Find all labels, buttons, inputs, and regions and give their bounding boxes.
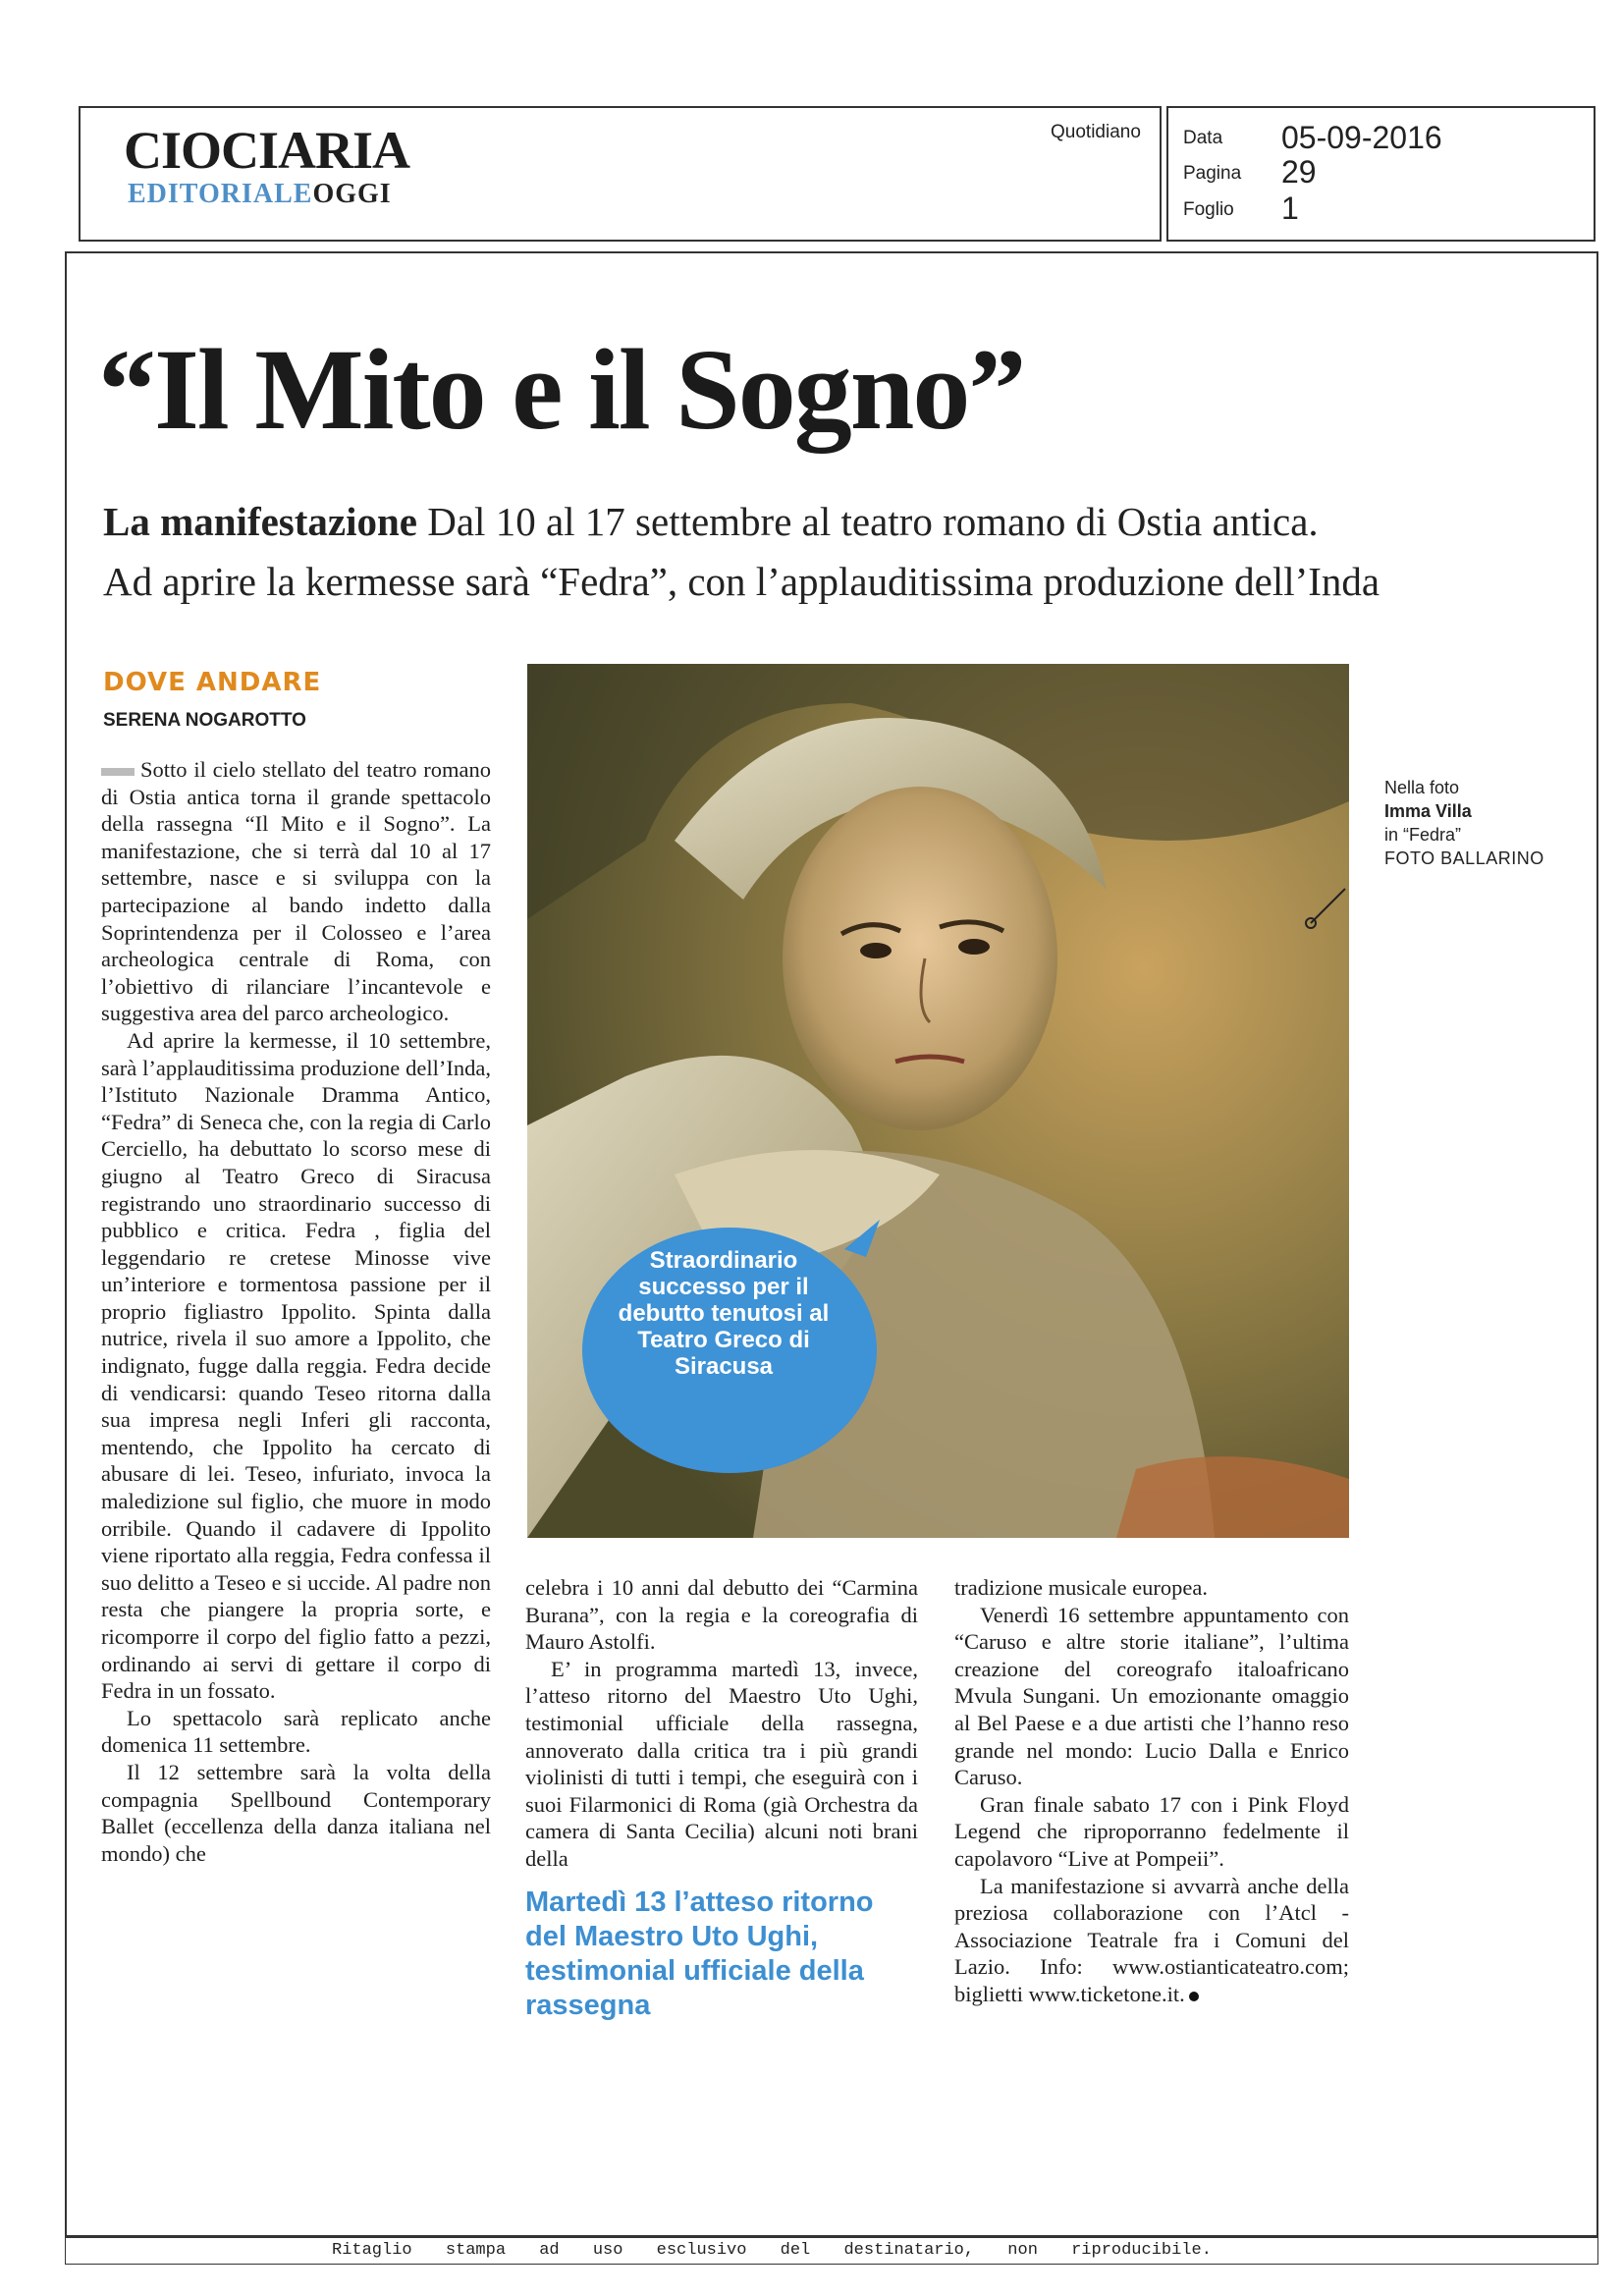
pullquote: Martedì 13 l’atteso ritorno del Maestro Uto Ughi, testimonial ufficiale della rassegna [525,1886,874,2021]
callout-tail-icon [844,1220,884,1259]
caption-line-1: Nella foto [1384,778,1460,797]
col3-paragraph-3: Gran finale sabato 17 con i Pink Floyd Legend che riproporranno fedelmente il capolavoro “Live at Pompeii”. [954,1791,1349,1871]
photo-caption [1384,776,1581,870]
col2-paragraph-1: celebra i 10 anni dal debutto dei “Carmina Burana”, con la regia e la coreografia di Mauro Astolfi. [525,1575,918,1655]
masthead-subtitle [128,181,392,208]
article-subhead-2: Ad aprire la kermesse sarà “Fedra”, con l’applauditissima produzione dell’Inda [103,559,1380,604]
data-label: Data [1183,128,1223,148]
masthead-editoriale: EDITORIALE [128,179,313,209]
col3-paragraph-1: tradizione musicale europea. [954,1575,1209,1600]
caption-pointer-icon [1301,884,1350,933]
caption-line-2: Imma Villa [1384,801,1472,821]
col2-paragraph-2: E’ in programma martedì 13, invece, l’atteso ritorno del Maestro Uto Ughi, testimonial ufficiale della rassegna, annoverato dalla critica tra i più grandi violinisti di tutti i tempi, che eseguirà con i suoi Filarmonici di Roma (già Orchestra da camera di Santa Cecilia) alcuni noti brani della [525,1656,918,1871]
article-subhead [103,496,1319,547]
article-headline: “Il Mito e il Sogno” [98,325,1025,454]
col1-paragraph-2: Ad aprire la kermesse, il 10 settembre, sarà l’applauditissima produzione dell’Inda, l’Istituto Nazionale Dramma Antico, “Fedra” di Seneca che, con la regia di Carlo Cerciello, ha debuttato lo scorso mese di giugno al Teatro Greco di Siracusa registrando uno straordinario successo di pubblico e critica. Fedra , figlia del leggendario re cretese Minosse vive un’interiore e tormentosa passione per il proprio figliastro Ippolito. Spinta dalla nutrice, rivela il suo amore a Ippolito, che indignato, fugge dalla reggia. Fedra decide di vendicarsi: quando Teseo ritorna dalla sua impresa negli Inferi gli racconta, mentendo, che Ippolito ha cercato di abusare di lei. Teseo, infuriato, invoca la maledizione sul figlio, che muore in modo orribile. Quando il cadavere di Ippolito viene riportato alla reggia, Fedra confessa il suo delitto a Teseo e si uccide. Al padre non resta che piangere la propria sorte, e ricomporre il corpo del figlio fatto a pezzi, ordinando ai servi di gettare il corpo di Fedra in un fossato. [101,1027,491,1704]
subhead-line1: Dal 10 al 17 settembre al teatro romano di Ostia antica. [417,499,1319,544]
callout-text: Straordinario successo per il debutto tenutosi al Teatro Greco di Siracusa [618,1247,830,1380]
caption-line-3: in “Fedra” [1384,825,1462,845]
pagina-label: Pagina [1183,163,1242,184]
byline: SERENA NOGAROTTO [103,710,306,731]
lead-mark-icon [101,768,135,776]
col1-paragraph-1: Sotto il cielo stellato del teatro romano di Ostia antica torna il grande spettacolo della rassegna “Il Mito e il Sogno”. La manifestazione, che si terrà dal 10 al 17 settembre, nasce e si sviluppa con la partecipazione al bando indetto dalla Soprintendenza per il Colosseo e l’area archeologica centrale di Roma, con l’obiettivo di rilanciare l’incantevole e suggestiva area del parco archeologico. [101,757,491,1026]
footer-notice: Ritaglio stampa ad uso esclusivo del destinatario, non riproducibile. [332,2241,1212,2260]
subhead-lead: La manifestazione [103,499,417,544]
masthead-oggi: OGGI [312,179,392,209]
col3-paragraph-2: Venerdì 16 settembre appuntamento con “Caruso e altre storie italiane”, l’ultima creazione del coreografo italoafricano Mvula Sungani. Un emozionante omaggio al Bel Paese e a due artisti che l’hanno reso grande nel mondo: Lucio Dalla e Enrico Caruso. [954,1602,1349,1790]
caption-line-4: FOTO BALLARINO [1384,848,1544,868]
col1-paragraph-4: Il 12 settembre sarà la volta della compagnia Spellbound Contemporary Ballet (eccellenza della danza italiana nel mondo) che [101,1759,491,1866]
pagina-value: 29 [1281,154,1317,190]
body-column-3 [954,1574,1349,2008]
frequency-label: Quotidiano [1051,122,1141,142]
body-column-2 [525,1574,918,1873]
col1-paragraph-3: Lo spettacolo sarà replicato anche domenica 11 settembre. [101,1705,491,1758]
col3-paragraph-4: La manifestazione si avvarrà anche della preziosa collaborazione con l’Atcl - Associazione Teatrale fra i Comuni del Lazio. Info: www.ostianticateatro.com; biglietti www.ticketone.it. [954,1873,1349,2006]
section-kicker: DOVE ANDARE [103,668,322,697]
end-mark-icon [1189,1992,1199,2001]
data-value: 05-09-2016 [1281,120,1442,155]
foglio-value: 1 [1281,191,1299,226]
masthead-title: CIOCIARIA [124,121,410,180]
foglio-label: Foglio [1183,199,1234,220]
body-column-1 [101,756,491,1867]
